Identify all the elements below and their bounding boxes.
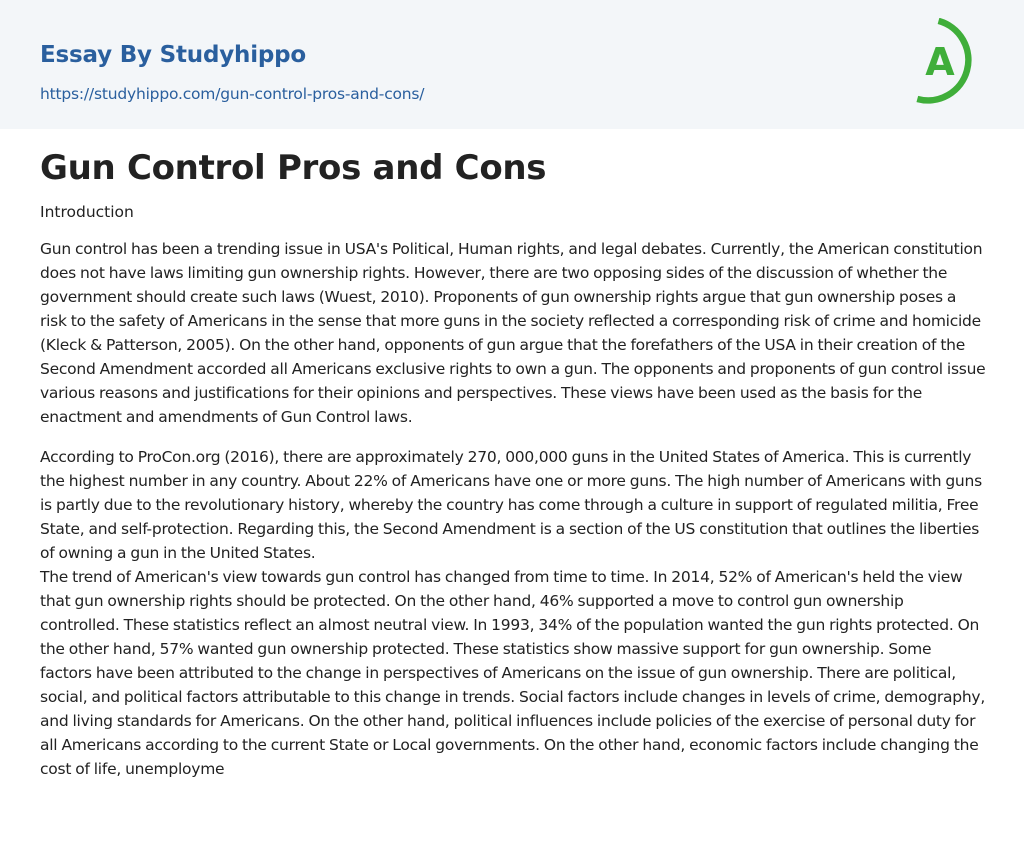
logo-letter: A xyxy=(925,40,955,84)
essay-content xyxy=(40,129,986,781)
page-title: Gun Control Pros and Cons xyxy=(40,148,547,188)
source-url-link[interactable]: https://studyhippo.com/gun-control-pros-and-cons/ xyxy=(40,85,425,103)
brand-title: Essay By Studyhippo xyxy=(40,42,307,68)
essay-paragraph-2: According to ProCon.org (2016), there are approximately 270, 000,000 guns in the United States of America. This is currently the highest number in any country. About 22% of Americans have one or more guns. The high number of Americans with guns is partly due to the revolutionary history, whereby the country has come through a culture in support of regulated militia, Free State, and self-protection. Regarding this, the Second Amendment is a section of the US constitution that outlines the liberties of owning a gun in the United States. xyxy=(40,448,982,562)
section-label: Introduction xyxy=(40,203,134,221)
site-header xyxy=(0,0,1024,129)
essay-paragraph-3: The trend of American's view towards gun control has changed from time to time. In 2014, 52% of American's held the view that gun ownership rights should be protected. On the other hand, 46% supported a move to control gun ownership controlled. These statistics reflect an almost neutral view. In 1993, 34% of the population wanted the gun rights protected. On the other hand, 57% wanted gun ownership protected. These statistics show massive support for gun ownership. Some factors have been attributed to the change in perspectives of Americans on the issue of gun ownership. There are political, social, and political factors attributable to this change in trends. Social factors include changes in levels of crime, demography, and living standards for Americans. On the other hand, political influences include policies of the exercise of personal duty for all Americans according to the current State or Local governments. On the other hand, economic factors include changing the cost of life, unemployme xyxy=(40,568,986,778)
studyhippo-logo-icon[interactable] xyxy=(912,18,988,106)
essay-paragraph-1: Gun control has been a trending issue in USA's Political, Human rights, and legal debates. Currently, the American constitution does not have laws limiting gun ownership rights. However, there are two opposing sides of the discussion of whether the government should create such laws (Wuest, 2010). Proponents of gun ownership rights argue that gun ownership poses a risk to the safety of Americans in the sense that more guns in the society reflected a corresponding risk of crime and homicide (Kleck & Patterson, 2005). On the other hand, opponents of gun argue that the forefathers of the USA in their creation of the Second Amendment accorded all Americans exclusive rights to own a gun. The opponents and proponents of gun control issue various reasons and justifications for their opinions and perspectives. These views have been used as the basis for the enactment and amendments of Gun Control laws. xyxy=(40,240,986,426)
